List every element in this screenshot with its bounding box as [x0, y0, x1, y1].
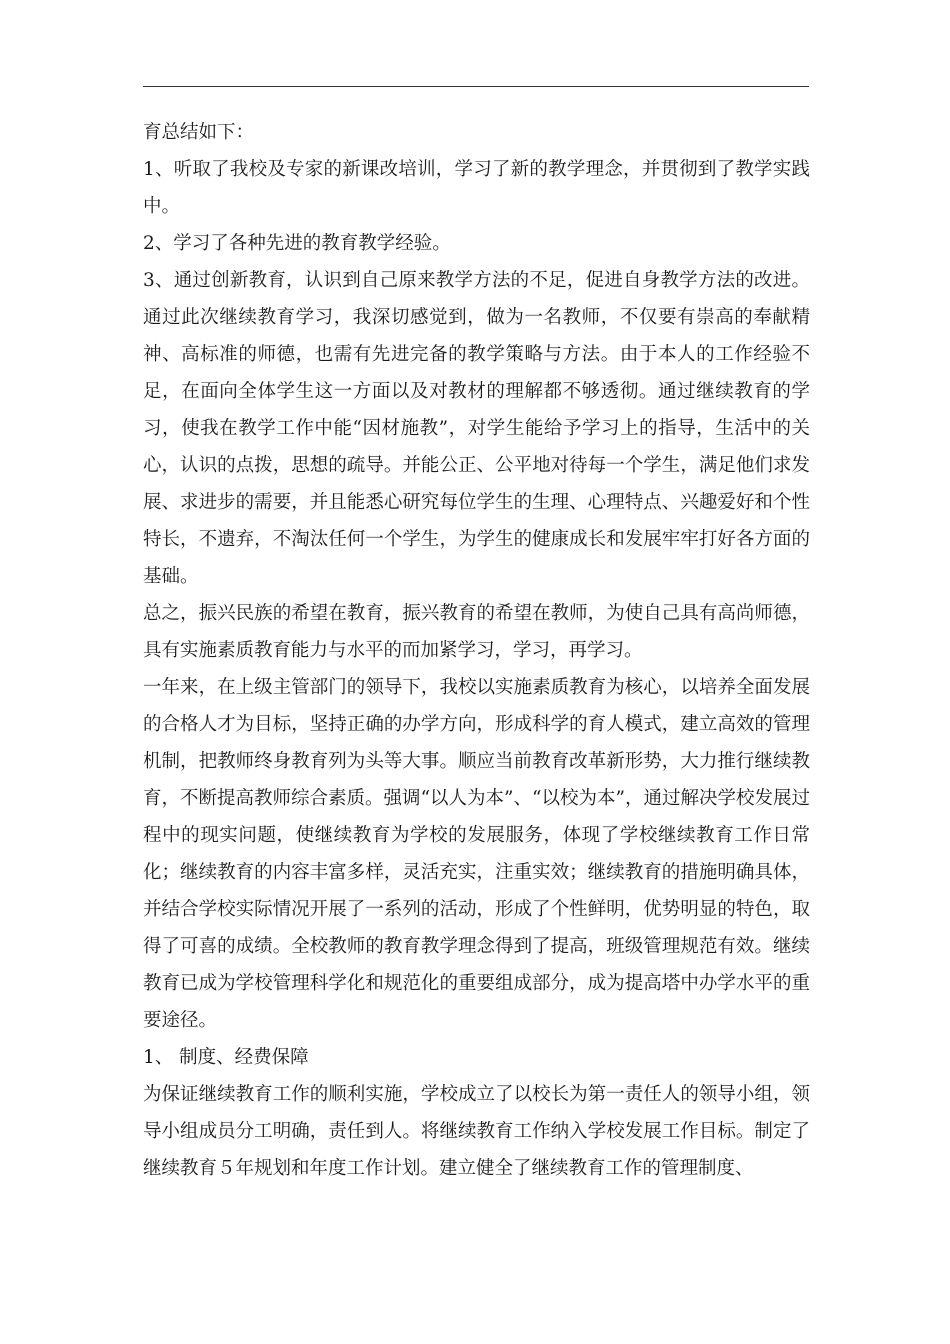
paragraph-item-3: 3、通过创新教育，认识到自己原来教学方法的不足，促进自身教学方法的改进。通过此次继续教育学习，我深切感觉到，做为一名教师，不仅要有崇高的奉献精神、高标准的师德，也需有先进完备的教学策略与方法。由于本人的工作经验不足，在面向全体学生这一方面以及对教材的理解都不够透彻。通过继续教育的学习，使我在教学工作中能“因材施教”，对学生能给予学习上的指导，生活中的关心，认识的点拨，思想的疏导。并能公正、公平地对待每一个学生，满足他们求发展、求进步的需要，并且能悉心研究每位学生的生理、心理特点、兴趣爱好和个性特长，不遗弃，不淘汰任何一个学生，为学生的健康成长和发展牢牢打好各方面的基础。 [143, 270, 810, 587]
paragraph-summary-intro: 育总结如下： [143, 122, 255, 143]
document-body [143, 114, 810, 1187]
paragraph-year-review: 一年来，在上级主管部门的领导下，我校以实施素质教育为核心，以培养全面发展的合格人才为目标，坚持正确的办学方向，形成科学的育人模式，建立高效的管理机制，把教师终身教育列为头等大事。顺应当前教育改革新形势，大力推行继续教育，不断提高教师综合素质。强调“以人为本”、“以校为本”，通过解决学校发展过程中的现实问题，使继续教育为学校的发展服务，体现了学校继续教育工作日常化；继续教育的内容丰富多样，灵活充实，注重实效；继续教育的措施明确具体，并结合学校实际情况开展了一系列的活动，形成了个性鲜明，优势明显的特色，取得了可喜的成绩。全校教师的教育教学理念得到了提高，班级管理规范有效。继续教育已成为学校管理科学化和规范化的重要组成部分，成为提高塔中办学水平的重要途径。 [143, 677, 810, 1031]
header-rule [143, 86, 809, 87]
paragraph-item-2: 2、学习了各种先进的教育教学经验。 [143, 233, 451, 254]
paragraph-system-funding: 为保证继续教育工作的顺利实施，学校成立了以校长为第一责任人的领导小组，领导小组成员分工明确，责任到人。将继续教育工作纳入学校发展工作目标。制定了继续教育５年规划和年度工作计划。建立健全了继续教育工作的管理制度、 [143, 1084, 810, 1179]
section-heading-system-funding: 1、 制度、经费保障 [143, 1047, 309, 1068]
paragraph-conclusion: 总之，振兴民族的希望在教育，振兴教育的希望在教师，为使自己具有高尚师德，具有实施素质教育能力与水平的而加紧学习，学习，再学习。 [143, 603, 810, 661]
paragraph-item-1: 1、听取了我校及专家的新课改培训，学习了新的教学理念，并贯彻到了教学实践中。 [143, 159, 810, 217]
